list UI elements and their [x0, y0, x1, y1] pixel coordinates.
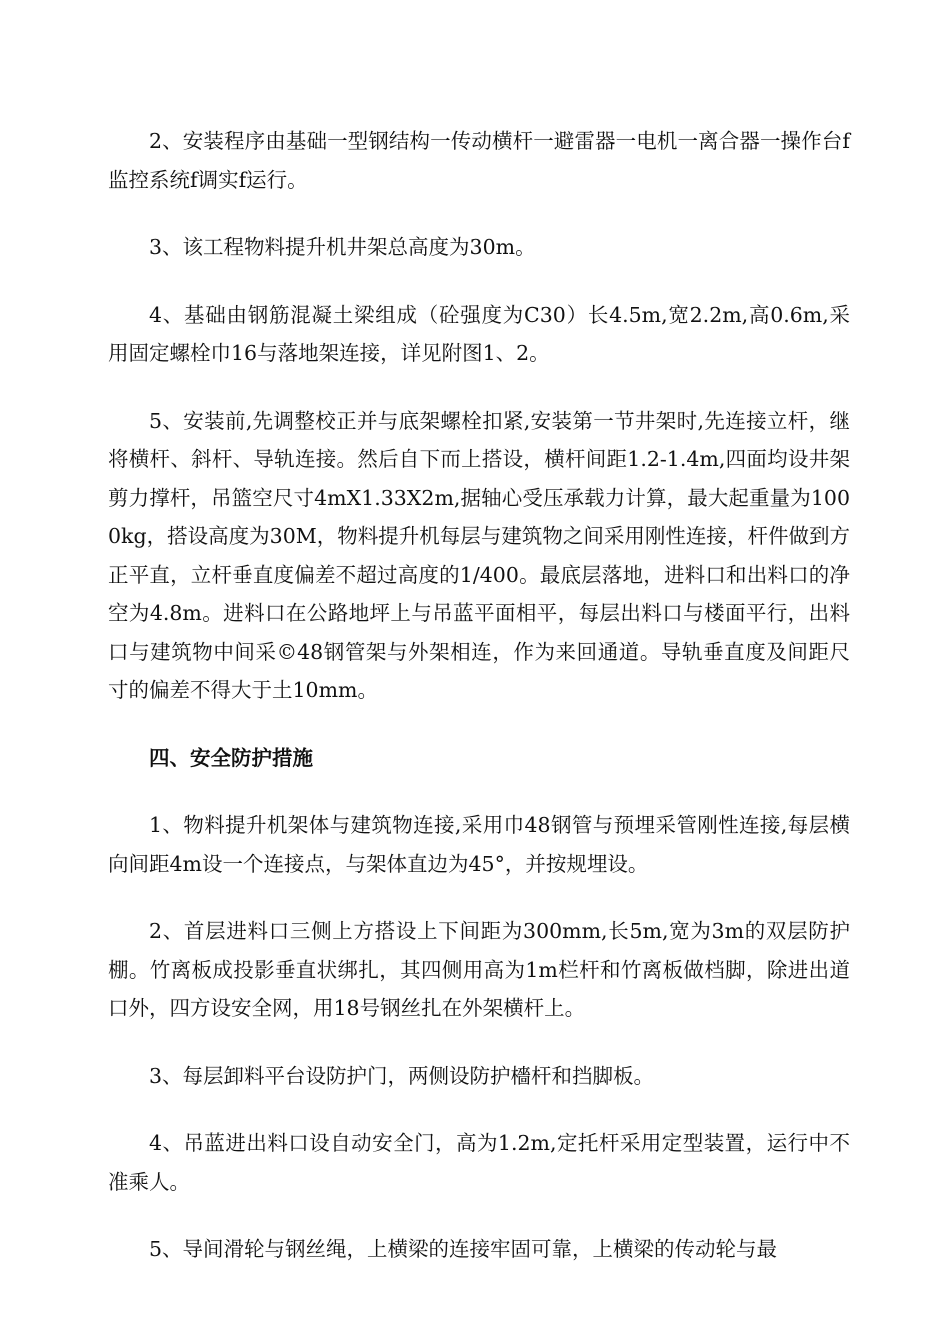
paragraph-frame-height: 3、该工程物料提升机井架总高度为30m。	[149, 235, 536, 259]
paragraph-safety-1: 1、物料提升机架体与建筑物连接,采用巾48钢管与预埋采管刚性连接,每层横向间距4m设一个连接点，与架体直边为45°，并按规埋设。	[108, 813, 850, 876]
paragraph-safety-2: 2、首层进料口三侧上方搭设上下间距为300mm,长5m,宽为3m的双层防护棚。竹离板成投影垂直状绑扎，其四侧用高为1m栏杆和竹离板做档脚，除进出道口外，四方设安全网，用18号钢丝扎在外架横杆上。	[108, 919, 850, 1020]
paragraph-safety-5: 5、导间滑轮与钢丝绳，上横梁的连接牢固可靠，上横梁的传动轮与最	[149, 1237, 778, 1261]
paragraph-install-sequence: 2、安装程序由基础一型钢结构一传动横杆一避雷器一电机一离合器一操作台f监控系统f调实f运行。	[108, 129, 850, 192]
paragraph-installation-steps: 5、安装前,先调整校正并与底架螺栓扣紧,安装第一节井架时,先连接立杆，继将横杆、斜杆、导轨连接。然后自下而上搭设，横杆间距1.2-1.4m,四面均设井架剪力撑杆，吊篮空尺寸4mX1.33X2m,据轴心受压承载力计算，最大起重量为1000kg，搭设高度为30M，物料提升机每层与建筑物之间采用刚性连接，杆件做到方正平直，立杆垂直度偏差不超过高度的1/400。最底层落地，进料口和出料口的净空为4.8m。进料口在公路地坪上与吊蓝平面相平，每层出料口与楼面平行，出料口与建筑物中间采©48钢管架与外架相连，作为来回通道。导轨垂直度及间距尺寸的偏差不得大于土10mm。	[108, 408, 850, 702]
paragraph-safety-4: 4、吊蓝进出料口设自动安全门，高为1.2m,定托杆采用定型装置，运行中不准乘人。	[108, 1131, 850, 1194]
document-body	[108, 122, 850, 1269]
paragraph-foundation: 4、基础由钢筋混凝土梁组成（砼强度为C30）长4.5m,宽2.2m,高0.6m,采用固定螺栓巾16与落地架连接，详见附图1、2。	[108, 302, 850, 365]
paragraph-safety-3: 3、每层卸料平台设防护门，两侧设防护檣杆和挡脚板。	[149, 1063, 655, 1088]
section-heading-safety: 四、安全防护措施	[149, 745, 313, 770]
